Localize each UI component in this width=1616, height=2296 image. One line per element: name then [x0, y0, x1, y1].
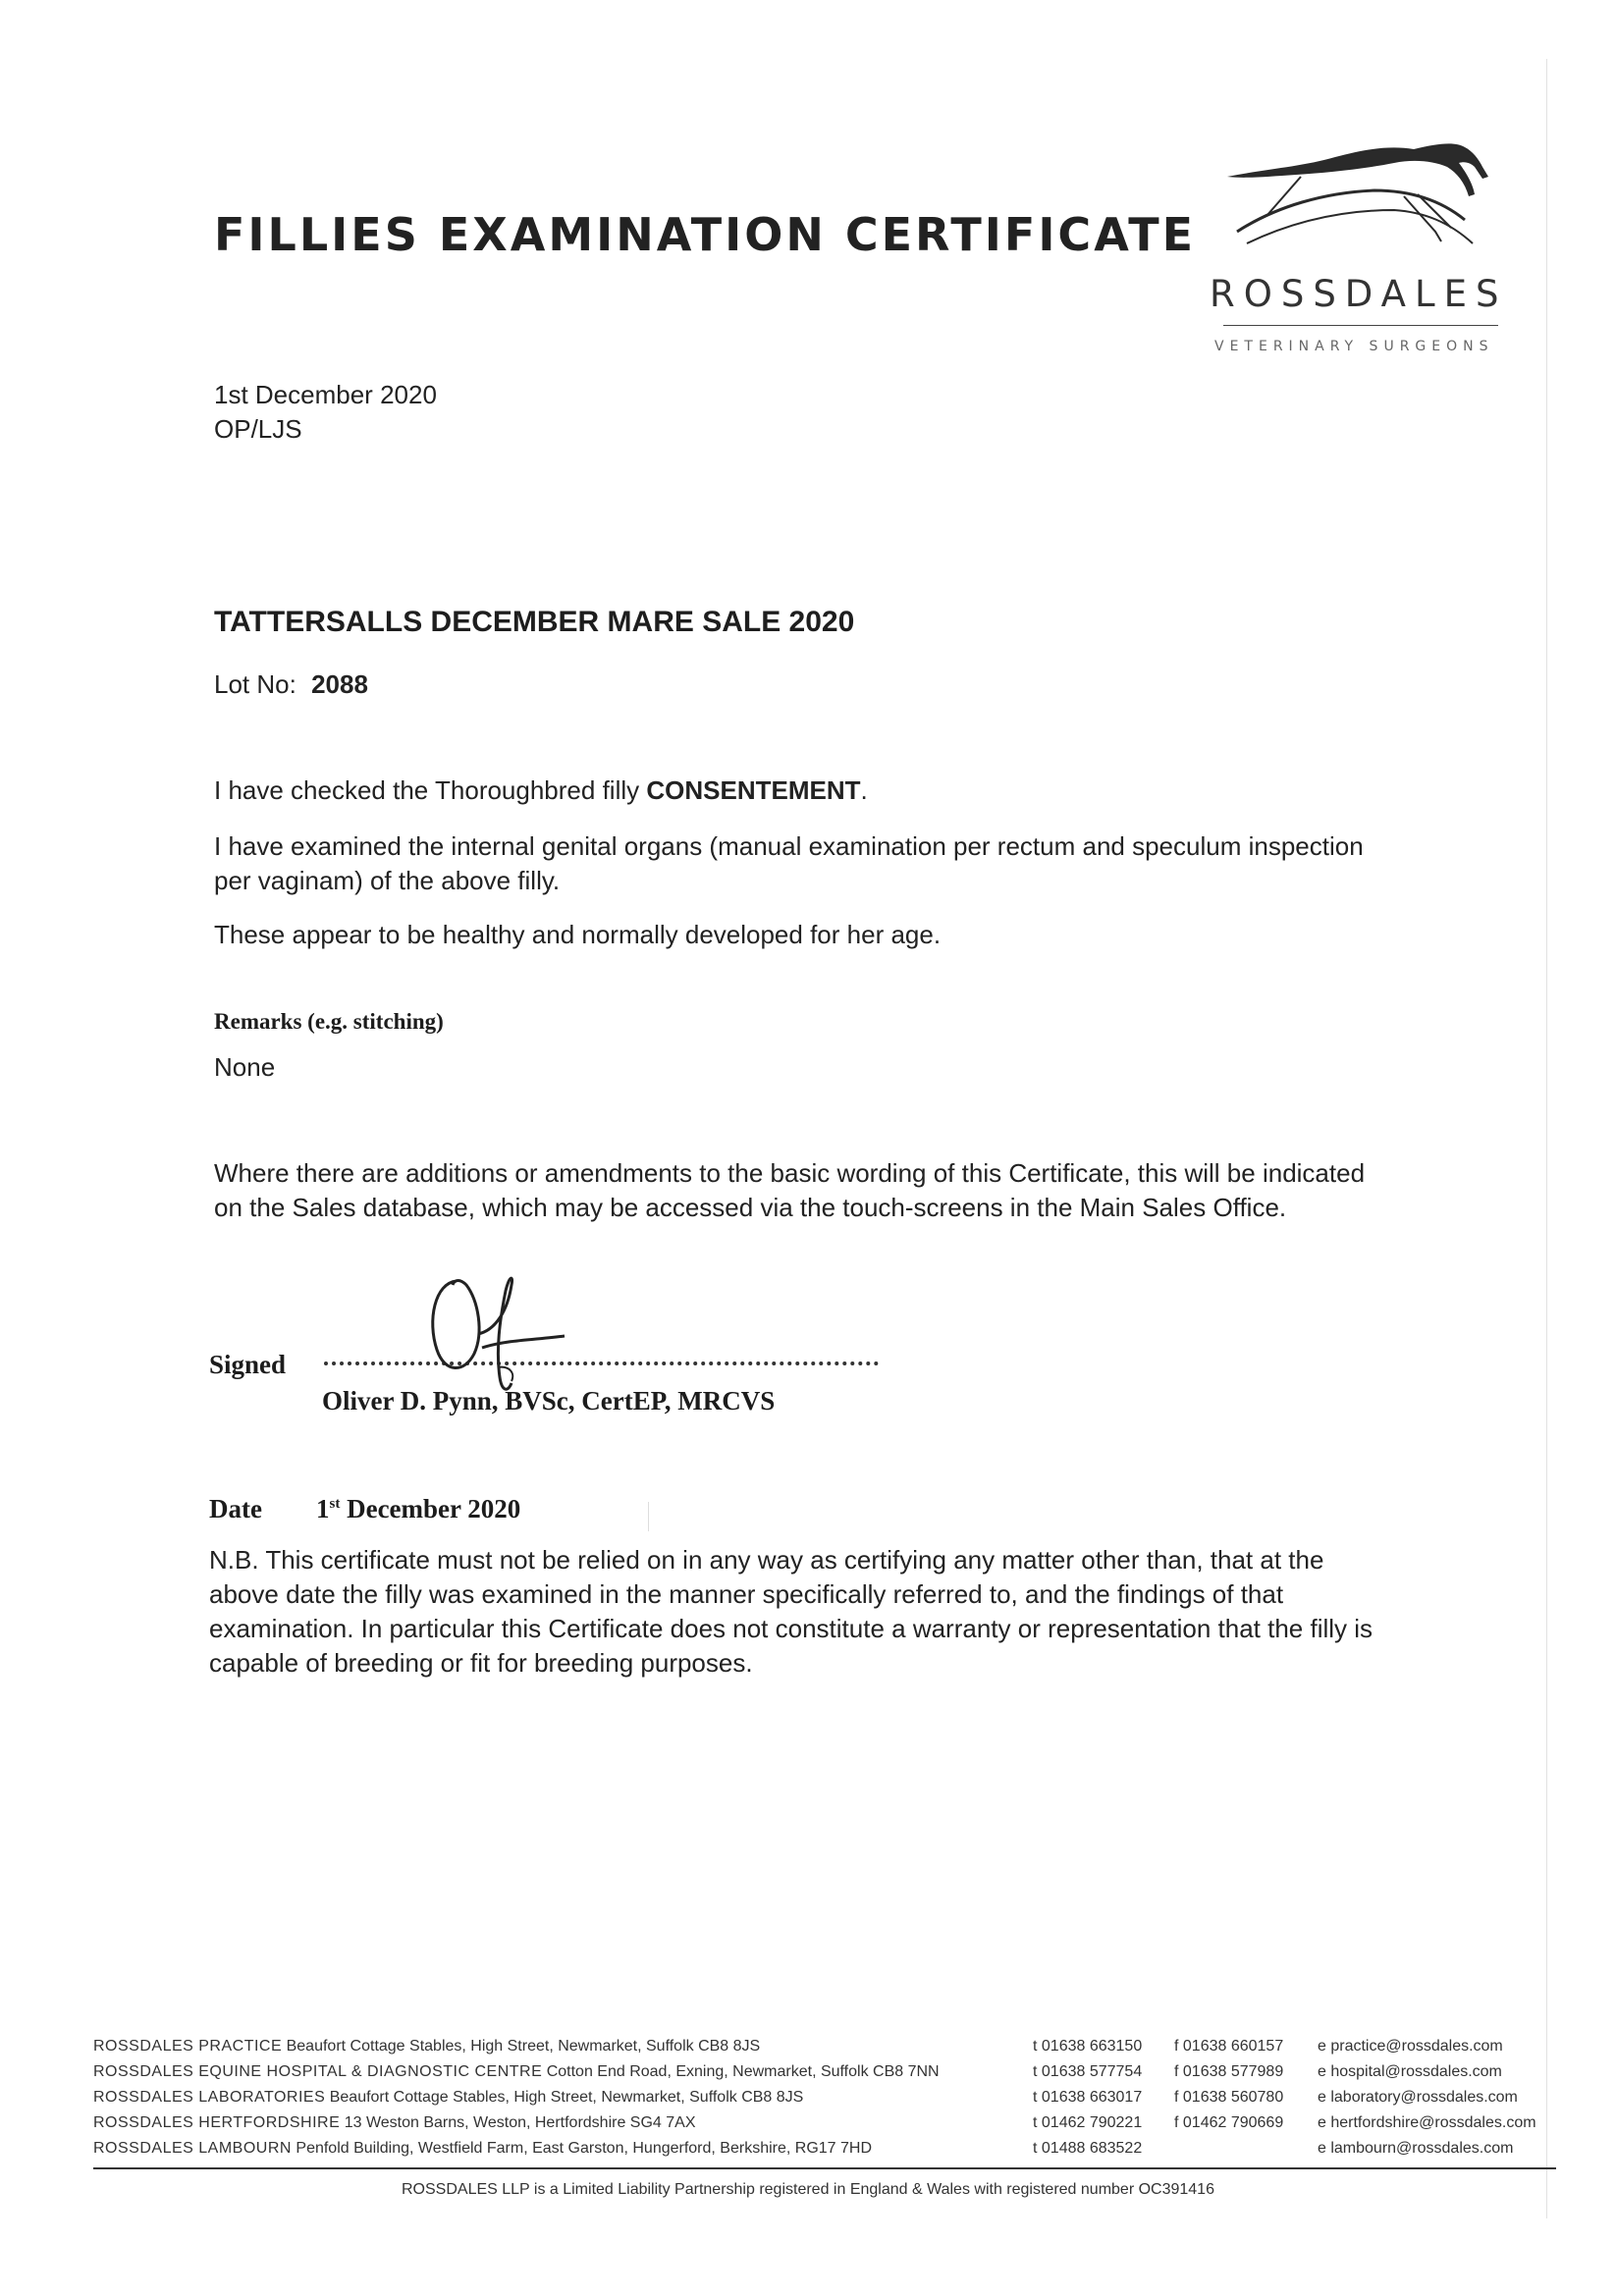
footer-office-row	[93, 2136, 872, 2162]
sale-title: TATTERSALLS DECEMBER MARE SALE 2020	[214, 606, 855, 638]
office-name: ROSSDALES LAMBOURN	[93, 2140, 292, 2157]
nb-line-2: above date the filly was examined in the manner specifically referred to, and the findings of that	[209, 1579, 1284, 1609]
healthy-statement: These appear to be healthy and normally developed for her age.	[214, 920, 942, 949]
check-prefix: I have checked the Thoroughbred filly	[214, 775, 640, 805]
office-address: 13 Weston Barns, Weston, Hertfordshire SG4 7AX	[344, 2114, 696, 2131]
date-rest: December 2020	[340, 1494, 521, 1523]
brand-subtitle: VETERINARY SURGEONS	[1214, 339, 1494, 354]
date-ordinal: st	[329, 1496, 341, 1512]
office-email: e hospital@rossdales.com	[1318, 2063, 1502, 2080]
office-phone: t 01488 683522	[1033, 2140, 1143, 2157]
signatory-name: Oliver D. Pynn, BVSc, CertEP, MRCVS	[322, 1386, 776, 1415]
document-date: 1st December 2020	[214, 380, 437, 409]
office-email: e hertfordshire@rossdales.com	[1318, 2114, 1536, 2131]
office-fax: f 01638 660157	[1174, 2038, 1284, 2055]
scan-mark	[648, 1502, 649, 1531]
nb-line-1: N.B. This certificate must not be relied on in any way as certifying any matter other than, that at the	[209, 1545, 1324, 1575]
office-name: ROSSDALES HERTFORDSHIRE	[93, 2114, 341, 2131]
nb-line-3: examination. In particular this Certificate does not constitute a warranty or representation that the filly is	[209, 1614, 1374, 1643]
filly-name: CONSENTEMENT	[646, 775, 861, 805]
footer-office-row	[93, 2110, 696, 2136]
certificate-date	[316, 1494, 520, 1524]
reference-code: OP/LJS	[214, 414, 302, 444]
exam-line-2: per vaginam) of the above filly.	[214, 866, 561, 895]
office-address: Beaufort Cottage Stables, High Street, Newmarket, Suffolk CB8 8JS	[286, 2038, 761, 2055]
additions-line-1: Where there are additions or amendments to the basic wording of this Certificate, this will be indicated	[214, 1158, 1366, 1188]
office-phone: t 01638 577754	[1033, 2063, 1143, 2080]
office-name: ROSSDALES PRACTICE	[93, 2038, 283, 2055]
exam-line-1: I have examined the internal genital organs (manual examination per rectum and speculum inspection	[214, 831, 1364, 861]
handwritten-signature	[417, 1271, 594, 1399]
additions-line-2: on the Sales database, which may be accessed via the touch-screens in the Main Sales Office.	[214, 1193, 1287, 1222]
signature-line	[324, 1356, 879, 1365]
date-day: 1	[316, 1494, 330, 1523]
office-email: e laboratory@rossdales.com	[1318, 2089, 1518, 2106]
page-title: FILLIES EXAMINATION CERTIFICATE	[214, 208, 1197, 261]
legal-notice: ROSSDALES LLP is a Limited Liability Partnership registered in England & Wales with registered number OC391416	[402, 2181, 1214, 2198]
office-email: e lambourn@rossdales.com	[1318, 2140, 1514, 2157]
footer-office-row	[93, 2034, 760, 2059]
lot-number: 2088	[311, 669, 368, 699]
office-phone: t 01638 663150	[1033, 2038, 1143, 2055]
check-line	[214, 774, 868, 808]
office-phone: t 01462 790221	[1033, 2114, 1143, 2131]
office-address: Beaufort Cottage Stables, High Street, Newmarket, Suffolk CB8 8JS	[329, 2089, 804, 2106]
date-label: Date	[209, 1494, 262, 1523]
office-fax: f 01462 790669	[1174, 2114, 1284, 2131]
scan-edge-line	[1546, 59, 1547, 2218]
check-suffix: .	[860, 775, 868, 805]
footer-office-row	[93, 2085, 803, 2110]
office-fax: f 01638 560780	[1174, 2089, 1284, 2106]
footer-divider	[93, 2167, 1556, 2169]
signed-label: Signed	[209, 1350, 287, 1379]
brand-divider	[1223, 325, 1498, 326]
office-phone: t 01638 663017	[1033, 2089, 1143, 2106]
lot-label: Lot No:	[214, 669, 296, 699]
office-name: ROSSDALES EQUINE HOSPITAL & DIAGNOSTIC CENTRE	[93, 2063, 543, 2080]
office-fax: f 01638 577989	[1174, 2063, 1284, 2080]
office-name: ROSSDALES LABORATORIES	[93, 2089, 326, 2106]
remarks-value: None	[214, 1052, 276, 1082]
galloping-horse-icon	[1208, 137, 1502, 265]
office-email: e practice@rossdales.com	[1318, 2038, 1503, 2055]
office-address: Penfold Building, Westfield Farm, East Garston, Hungerford, Berkshire, RG17 7HD	[296, 2140, 873, 2157]
office-address: Cotton End Road, Exning, Newmarket, Suffolk CB8 7NN	[546, 2063, 940, 2080]
nb-line-4: capable of breeding or fit for breeding purposes.	[209, 1648, 753, 1678]
brand-name: ROSSDALES	[1210, 273, 1508, 315]
footer-office-row	[93, 2059, 940, 2085]
remarks-label: Remarks (e.g. stitching)	[214, 1009, 444, 1034]
lot-line	[214, 667, 368, 702]
